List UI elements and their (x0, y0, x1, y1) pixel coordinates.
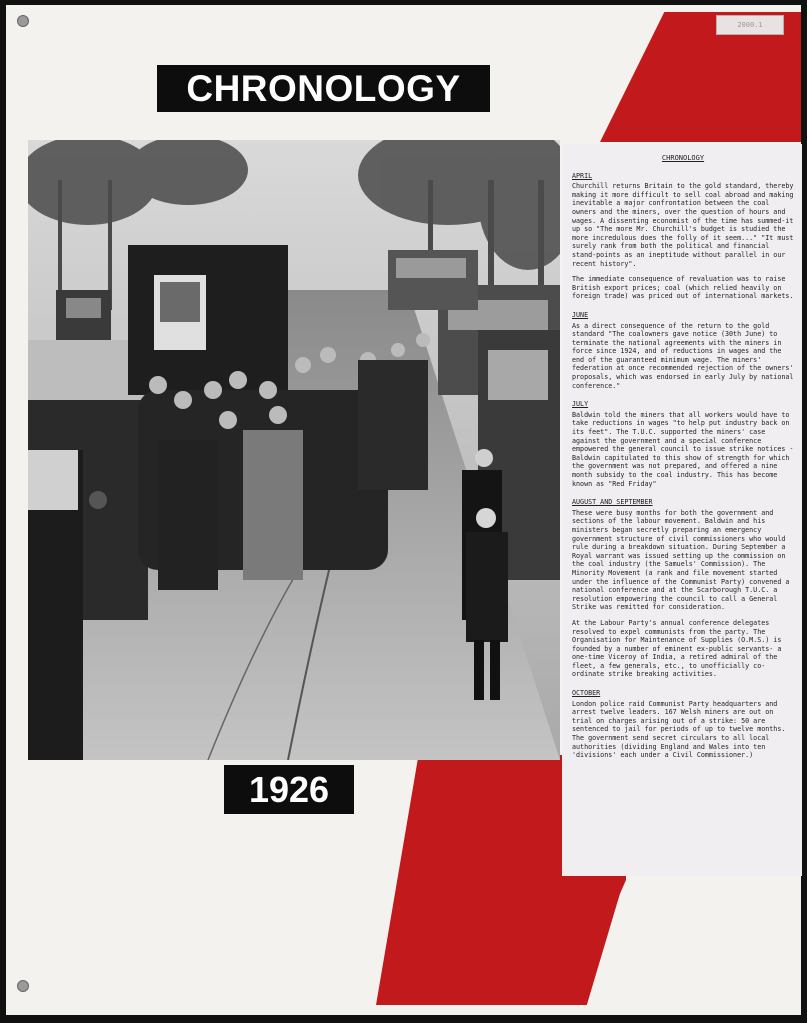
month-label: APRIL (572, 171, 593, 180)
tram-vehicle (128, 245, 288, 395)
pin-top-left (17, 15, 29, 27)
frame-top (0, 0, 807, 5)
section-paragraph: London police raid Communist Party headquarters and arrest twelve leaders. 167 Welsh miners are out on trial on charges arising out of a strike: 50 are sentenced to jail for periods of up to twelve months. The government send secret circulars to all local authorities (dividing England and Wales into ten 'divisions' each under a Civil Commissioner.) (572, 699, 786, 760)
chronology-text-panel (562, 144, 802, 876)
section-paragraph: These were busy months for both the government and sections of the labour movement. Baldwin and his ministers began secretly preparing an emergency government structure of civil commissioners who would rule during a breakdown situation. During September a Royal warrant was issued setting up the commission on the coal industry (the Samuels' Commission). The Minority Movement (a rank and file movement started under the influence of the Communist Party) convened a national conference and at the Scarborough T.U.C. a resolution empowering the council to call a General Strike was remitted for consideration. (572, 508, 790, 612)
section-april (572, 172, 794, 301)
section-october (572, 689, 794, 760)
pin-bottom-left (17, 980, 29, 992)
year-label: 1926 (224, 765, 354, 814)
section-july (572, 400, 794, 488)
section-august-september (572, 498, 794, 679)
month-label: JUNE (572, 310, 589, 319)
section-june (572, 311, 794, 390)
catalog-label: 2000.1 (716, 15, 784, 35)
section-paragraph: Churchill returns Britain to the gold standard, thereby making it more difficult to sell coal abroad and making inevitable a major confrontation between the coal owners and the miners, over the question of hours and wages. A dissenting economist of the time has summed-it up so "The more Mr. Churchill's budget is studied the more incredulous does the folly of it seem..." "It must surely rank from both the political and financial stand-points as an ineptitude without parallel in our recent history". (572, 182, 794, 268)
section-paragraph: At the Labour Party's annual conference delegates resolved to expel communists from the party. The Organisation for Maintenance of Supplies (O.M.S.) is founded by a number of eminent ex-public servants- a one-time Viceroy of India, a retired admiral of the fleet, a few generals, etc., to unofficially co-ordinate strike breaking activities. (572, 618, 782, 679)
frame-bottom (0, 1015, 807, 1023)
frame-left (0, 0, 6, 1023)
section-paragraph: Baldwin told the miners that all workers would have to take reductions in wages "to help put industry back on its feet". The T.U.C. supported the miners' case against the government and a special conference empowered the general council to issue strike notices - Baldwin capitulated to this show of strength for which the government was not prepared, and offered a nine month subsidy to the coal industry. This has become known as "Red Friday" (572, 410, 794, 488)
section-paragraph: As a direct consequence of the return to the gold standard "The coalowners gave notice (30th June) to terminate the national agreements with the miners in force since 1924, and of reductions in wages and the end of the guaranteed minimum wage. The miners' federation at once recommended rejection of the owners' proposals, which was endorsed in early July by national conference." (572, 321, 794, 390)
month-label: OCTOBER (572, 689, 601, 698)
poster-title: CHRONOLOGY (157, 65, 490, 112)
panel-heading: CHRONOLOGY (661, 154, 705, 162)
section-paragraph: The immediate consequence of revaluation was to raise British export prices; coal (which relied heavily on foreign trade) was priced out of international markets. (572, 275, 794, 301)
month-label: JULY (572, 400, 589, 409)
month-label: AUGUST AND SEPTEMBER (572, 498, 653, 507)
archival-street-photo (28, 140, 560, 760)
